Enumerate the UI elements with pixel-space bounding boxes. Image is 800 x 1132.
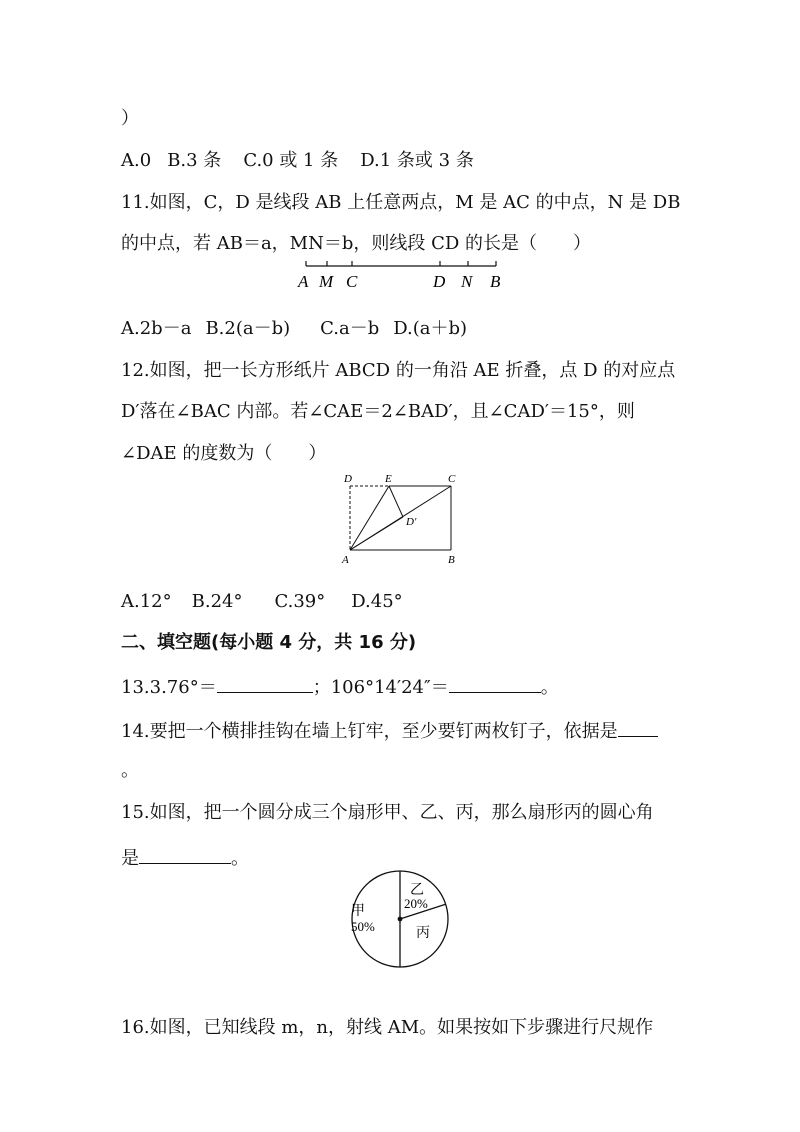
q13-blank-1[interactable] bbox=[217, 674, 313, 693]
q10-option-b: B.3 条 bbox=[167, 150, 222, 171]
q13-end: 。 bbox=[540, 677, 559, 698]
q11-label-d: D bbox=[433, 272, 446, 291]
q11-label-m: M bbox=[319, 272, 334, 291]
q12-option-d: D.45° bbox=[351, 591, 403, 612]
q12-label-c: C bbox=[448, 473, 456, 485]
q15-line2-end: 。 bbox=[231, 848, 249, 869]
q11-text-line1: 11.如图，C，D 是线段 AB 上任意两点，M 是 AC 的中点，N 是 DB bbox=[121, 192, 681, 213]
q11-options bbox=[121, 318, 467, 340]
q12-text-line2: D′落在∠BAC 内部。若∠CAE＝2∠BAD′，且∠CAD′＝15°，则 bbox=[121, 401, 635, 422]
q11-label-b: B bbox=[490, 272, 501, 291]
q16-text-line1: 16.如图，已知线段 m，n，射线 AM。如果按如下步骤进行尺规作 bbox=[121, 1017, 654, 1038]
q12-label-a: A bbox=[342, 554, 349, 566]
q12-option-a: A.12° bbox=[121, 591, 172, 612]
q12-label-dprime: D′ bbox=[406, 516, 417, 528]
q11-text-line2: 的中点，若 AB＝a，MN＝b，则线段 CD 的长是（ ） bbox=[121, 233, 592, 254]
q11-option-b: B.2(a－b) bbox=[205, 318, 291, 339]
q11-segment-figure bbox=[296, 258, 516, 294]
q14-line2: 。 bbox=[121, 760, 139, 781]
q14-blank[interactable] bbox=[618, 718, 658, 737]
q12-options bbox=[121, 591, 403, 613]
q10-option-c: C.0 或 1 条 bbox=[243, 150, 339, 171]
q11-option-c: C.a－b bbox=[320, 318, 380, 339]
q12-label-d: D bbox=[344, 473, 352, 485]
q11-label-n: N bbox=[461, 272, 473, 291]
q12-option-c: C.39° bbox=[274, 591, 326, 612]
q15-line2-start: 是 bbox=[121, 848, 139, 869]
q12-text-line1: 12.如图，把一长方形纸片 ABCD 的一角沿 AE 折叠，点 D 的对应点 bbox=[121, 360, 676, 381]
pie-pct-yi: 20% bbox=[404, 896, 428, 911]
q11-label-a: A bbox=[298, 272, 309, 291]
q13-sep: ；106°14′24″＝ bbox=[312, 677, 449, 698]
q11-label-c: C bbox=[346, 272, 358, 291]
q13-part1: 13.3.76°＝ bbox=[121, 677, 217, 698]
q13-blank-2[interactable] bbox=[449, 674, 541, 693]
q12-text-line3: ∠DAE 的度数为（ ） bbox=[121, 443, 327, 464]
q14-line1 bbox=[121, 718, 658, 743]
section2-heading: 二、填空题(每小题 4 分，共 16 分) bbox=[121, 632, 417, 653]
q15-blank[interactable] bbox=[139, 845, 231, 864]
pie-label-jia: 甲 bbox=[351, 904, 365, 919]
q15-text-line2 bbox=[121, 845, 249, 870]
pie-pct-jia: 50% bbox=[351, 919, 375, 934]
q11-option-d: D.(a＋b) bbox=[393, 318, 468, 339]
q14-text: 14.要把一个横排挂钩在墙上钉牢，至少要钉两枚钉子，依据是 bbox=[121, 721, 618, 742]
q10-option-d: D.1 条或 3 条 bbox=[360, 150, 474, 171]
q10-option-a: A.0 bbox=[121, 150, 152, 171]
q10-tail: ） bbox=[121, 108, 139, 129]
q12-option-b: B.24° bbox=[191, 591, 243, 612]
q15-text-line1: 15.如图，把一个圆分成三个扇形甲、乙、丙，那么扇形丙的圆心角 bbox=[121, 802, 654, 823]
q12-label-b: B bbox=[448, 554, 455, 566]
q15-pie-figure bbox=[346, 868, 456, 972]
q12-fold-figure bbox=[338, 470, 468, 570]
q13-line bbox=[121, 674, 559, 699]
q12-label-e: E bbox=[385, 473, 392, 485]
q10-options bbox=[121, 150, 474, 172]
pie-label-bing: 丙 bbox=[416, 926, 430, 941]
q11-option-a: A.2b－a bbox=[121, 318, 192, 339]
pie-label-yi: 乙 bbox=[410, 883, 424, 898]
